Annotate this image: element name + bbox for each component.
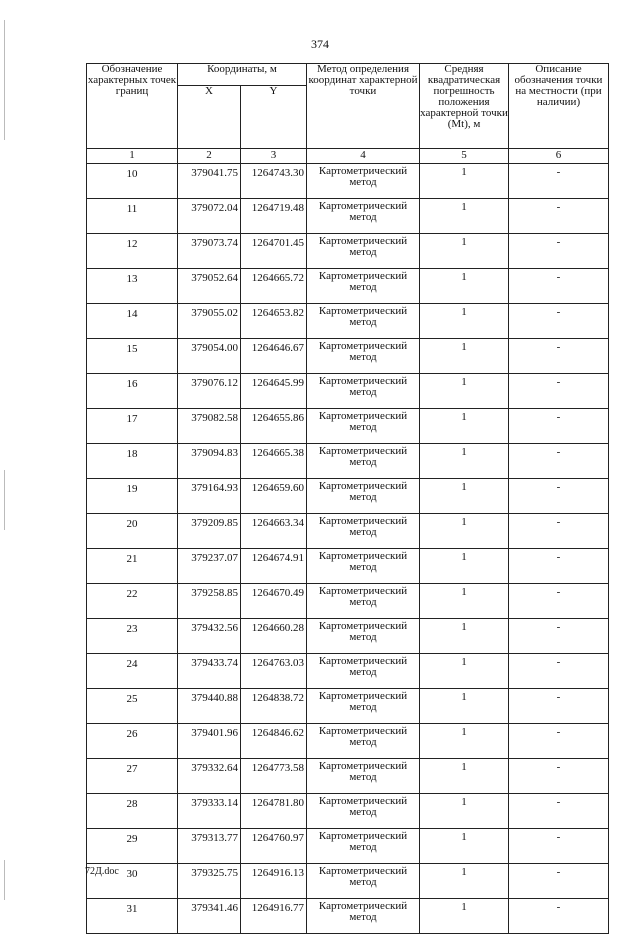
error-cell: 1 — [420, 549, 509, 584]
x-coordinate-cell: 379313.77 — [178, 829, 241, 864]
point-id-cell: 10 — [87, 164, 178, 199]
point-id-cell: 27 — [87, 759, 178, 794]
description-cell: - — [509, 304, 609, 339]
error-cell: 1 — [420, 759, 509, 794]
error-cell: 1 — [420, 794, 509, 829]
error-cell: 1 — [420, 234, 509, 269]
table-row — [87, 619, 609, 654]
table-row — [87, 444, 609, 479]
point-id-cell: 24 — [87, 654, 178, 689]
error-cell: 1 — [420, 444, 509, 479]
method-cell: Картометрический метод — [307, 724, 420, 759]
error-cell: 1 — [420, 619, 509, 654]
table-row — [87, 199, 609, 234]
error-cell: 1 — [420, 409, 509, 444]
y-coordinate-cell: 1264760.97 — [241, 829, 307, 864]
table-row — [87, 724, 609, 759]
header-x: X — [178, 86, 241, 149]
point-id-cell: 25 — [87, 689, 178, 724]
table-row — [87, 339, 609, 374]
error-cell: 1 — [420, 339, 509, 374]
table-row — [87, 584, 609, 619]
x-coordinate-cell: 379401.96 — [178, 724, 241, 759]
x-coordinate-cell: 379209.85 — [178, 514, 241, 549]
y-coordinate-cell: 1264846.62 — [241, 724, 307, 759]
table-row — [87, 164, 609, 199]
point-id-cell: 16 — [87, 374, 178, 409]
x-coordinate-cell: 379432.56 — [178, 619, 241, 654]
column-number: 6 — [509, 149, 609, 164]
error-cell: 1 — [420, 829, 509, 864]
x-coordinate-cell: 379258.85 — [178, 584, 241, 619]
x-coordinate-cell: 379237.07 — [178, 549, 241, 584]
column-number-row — [87, 149, 609, 164]
error-cell: 1 — [420, 269, 509, 304]
description-cell: - — [509, 164, 609, 199]
y-coordinate-cell: 1264674.91 — [241, 549, 307, 584]
column-number: 1 — [87, 149, 178, 164]
y-coordinate-cell: 1264916.77 — [241, 899, 307, 934]
error-cell: 1 — [420, 584, 509, 619]
point-id-cell: 14 — [87, 304, 178, 339]
description-cell: - — [509, 864, 609, 899]
y-coordinate-cell: 1264773.58 — [241, 759, 307, 794]
point-id-cell: 30 — [87, 864, 178, 899]
description-cell: - — [509, 724, 609, 759]
error-cell: 1 — [420, 864, 509, 899]
method-cell: Картометрический метод — [307, 409, 420, 444]
y-coordinate-cell: 1264660.28 — [241, 619, 307, 654]
table-row — [87, 234, 609, 269]
description-cell: - — [509, 584, 609, 619]
x-coordinate-cell: 379041.75 — [178, 164, 241, 199]
x-coordinate-cell: 379072.04 — [178, 199, 241, 234]
point-id-cell: 11 — [87, 199, 178, 234]
description-cell: - — [509, 794, 609, 829]
method-cell: Картометрический метод — [307, 619, 420, 654]
error-cell: 1 — [420, 689, 509, 724]
x-coordinate-cell: 379332.64 — [178, 759, 241, 794]
x-coordinate-cell: 379325.75 — [178, 864, 241, 899]
column-number: 5 — [420, 149, 509, 164]
point-id-cell: 26 — [87, 724, 178, 759]
point-id-cell: 28 — [87, 794, 178, 829]
scan-edge-mark — [4, 470, 5, 530]
error-cell: 1 — [420, 899, 509, 934]
method-cell: Картометрический метод — [307, 759, 420, 794]
error-cell: 1 — [420, 654, 509, 689]
y-coordinate-cell: 1264663.34 — [241, 514, 307, 549]
table-row — [87, 479, 609, 514]
point-id-cell: 20 — [87, 514, 178, 549]
y-coordinate-cell: 1264916.13 — [241, 864, 307, 899]
x-coordinate-cell: 379341.46 — [178, 899, 241, 934]
x-coordinate-cell: 379054.00 — [178, 339, 241, 374]
y-coordinate-cell: 1264645.99 — [241, 374, 307, 409]
error-cell: 1 — [420, 199, 509, 234]
description-cell: - — [509, 339, 609, 374]
column-number: 4 — [307, 149, 420, 164]
method-cell: Картометрический метод — [307, 584, 420, 619]
point-id-cell: 18 — [87, 444, 178, 479]
x-coordinate-cell: 379164.93 — [178, 479, 241, 514]
y-coordinate-cell: 1264719.48 — [241, 199, 307, 234]
y-coordinate-cell: 1264763.03 — [241, 654, 307, 689]
description-cell: - — [509, 269, 609, 304]
page-number: 374 — [311, 37, 329, 51]
error-cell: 1 — [420, 164, 509, 199]
table-row — [87, 304, 609, 339]
y-coordinate-cell: 1264653.82 — [241, 304, 307, 339]
coordinates-table — [86, 63, 609, 934]
description-cell: - — [509, 444, 609, 479]
method-cell: Картометрический метод — [307, 164, 420, 199]
point-id-cell: 17 — [87, 409, 178, 444]
y-coordinate-cell: 1264646.67 — [241, 339, 307, 374]
method-cell: Картометрический метод — [307, 689, 420, 724]
y-coordinate-cell: 1264701.45 — [241, 234, 307, 269]
x-coordinate-cell: 379333.14 — [178, 794, 241, 829]
table-row — [87, 409, 609, 444]
column-number: 2 — [178, 149, 241, 164]
point-id-cell: 13 — [87, 269, 178, 304]
description-cell: - — [509, 689, 609, 724]
y-coordinate-cell: 1264781.80 — [241, 794, 307, 829]
table-row — [87, 689, 609, 724]
x-coordinate-cell: 379073.74 — [178, 234, 241, 269]
method-cell: Картометрический метод — [307, 444, 420, 479]
table-row — [87, 549, 609, 584]
point-id-cell: 22 — [87, 584, 178, 619]
description-cell: - — [509, 514, 609, 549]
x-coordinate-cell: 379094.83 — [178, 444, 241, 479]
y-coordinate-cell: 1264743.30 — [241, 164, 307, 199]
x-coordinate-cell: 379052.64 — [178, 269, 241, 304]
description-cell: - — [509, 899, 609, 934]
point-id-cell: 21 — [87, 549, 178, 584]
y-coordinate-cell: 1264659.60 — [241, 479, 307, 514]
error-cell: 1 — [420, 479, 509, 514]
y-coordinate-cell: 1264665.72 — [241, 269, 307, 304]
header-method: Метод определения координат характерной точки — [307, 64, 420, 149]
method-cell: Картометрический метод — [307, 269, 420, 304]
description-cell: - — [509, 829, 609, 864]
x-coordinate-cell: 379433.74 — [178, 654, 241, 689]
method-cell: Картометрический метод — [307, 339, 420, 374]
description-cell: - — [509, 199, 609, 234]
table-row — [87, 829, 609, 864]
header-error: Средняя квадратическая погрешность положения характерной точки (Mt), м — [420, 64, 509, 149]
point-id-cell: 15 — [87, 339, 178, 374]
description-cell: - — [509, 479, 609, 514]
point-id-cell: 23 — [87, 619, 178, 654]
table-row — [87, 269, 609, 304]
x-coordinate-cell: 379440.88 — [178, 689, 241, 724]
description-cell: - — [509, 549, 609, 584]
method-cell: Картометрический метод — [307, 199, 420, 234]
header-description: Описание обозначения точки на местности (при наличии) — [509, 64, 609, 149]
description-cell: - — [509, 759, 609, 794]
header-coords-group: Координаты, м — [178, 64, 307, 86]
document-filename: 72Д.doc — [85, 866, 119, 877]
method-cell: Картометрический метод — [307, 654, 420, 689]
method-cell: Картометрический метод — [307, 829, 420, 864]
description-cell: - — [509, 619, 609, 654]
method-cell: Картометрический метод — [307, 234, 420, 269]
table-row — [87, 654, 609, 689]
table-row — [87, 899, 609, 934]
x-coordinate-cell: 379082.58 — [178, 409, 241, 444]
description-cell: - — [509, 409, 609, 444]
method-cell: Картометрический метод — [307, 864, 420, 899]
point-id-cell: 29 — [87, 829, 178, 864]
point-id-cell: 12 — [87, 234, 178, 269]
error-cell: 1 — [420, 374, 509, 409]
x-coordinate-cell: 379055.02 — [178, 304, 241, 339]
column-number: 3 — [241, 149, 307, 164]
table-row — [87, 374, 609, 409]
method-cell: Картометрический метод — [307, 899, 420, 934]
description-cell: - — [509, 374, 609, 409]
point-id-cell: 19 — [87, 479, 178, 514]
y-coordinate-cell: 1264655.86 — [241, 409, 307, 444]
point-id-cell: 31 — [87, 899, 178, 934]
y-coordinate-cell: 1264670.49 — [241, 584, 307, 619]
description-cell: - — [509, 654, 609, 689]
table-row — [87, 794, 609, 829]
y-coordinate-cell: 1264665.38 — [241, 444, 307, 479]
method-cell: Картометрический метод — [307, 374, 420, 409]
method-cell: Картометрический метод — [307, 304, 420, 339]
method-cell: Картометрический метод — [307, 479, 420, 514]
description-cell: - — [509, 234, 609, 269]
header-point: Обозначение характерных точек границ — [87, 64, 178, 149]
method-cell: Картометрический метод — [307, 549, 420, 584]
table-row — [87, 759, 609, 794]
table-row — [87, 864, 609, 899]
header-row — [87, 64, 609, 86]
y-coordinate-cell: 1264838.72 — [241, 689, 307, 724]
method-cell: Картометрический метод — [307, 514, 420, 549]
header-y: Y — [241, 86, 307, 149]
scan-edge-mark — [4, 860, 5, 900]
method-cell: Картометрический метод — [307, 794, 420, 829]
table-row — [87, 514, 609, 549]
error-cell: 1 — [420, 304, 509, 339]
x-coordinate-cell: 379076.12 — [178, 374, 241, 409]
error-cell: 1 — [420, 724, 509, 759]
error-cell: 1 — [420, 514, 509, 549]
